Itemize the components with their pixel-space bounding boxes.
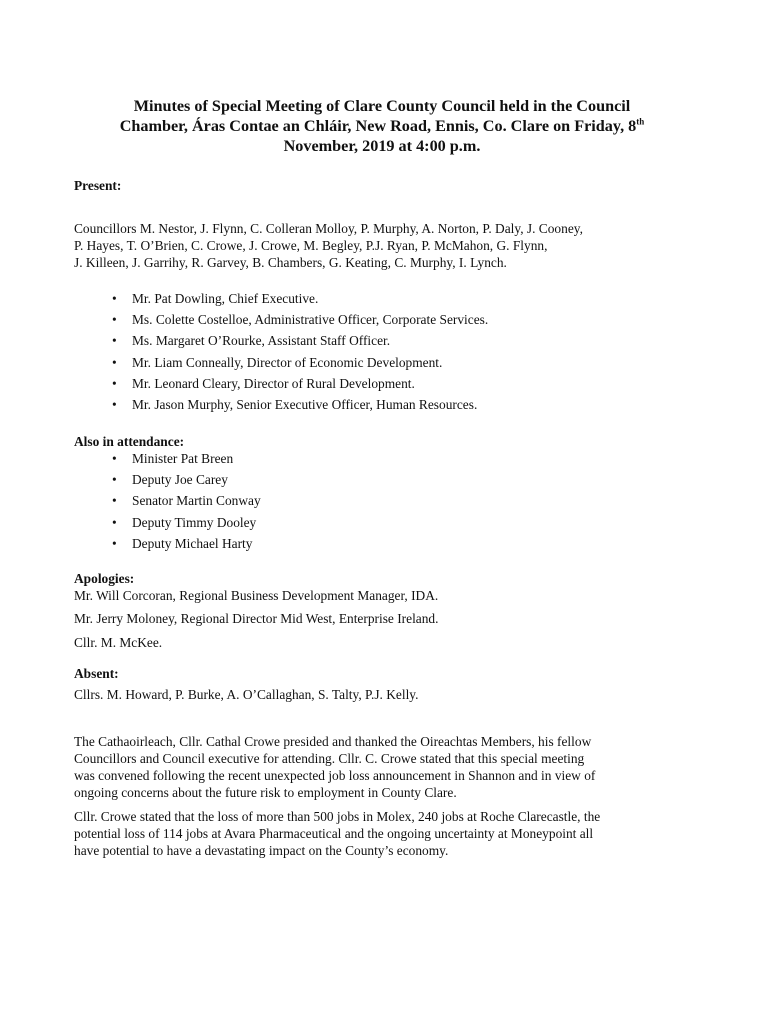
title-line-1: Minutes of Special Meeting of Clare County Council held in the Council <box>133 97 631 115</box>
list-item <box>74 332 690 349</box>
staff-entry: Ms. Margaret O’Rourke, Assistant Staff Officer. <box>132 333 391 349</box>
absent-list: Cllrs. M. Howard, P. Burke, A. O’Callaghan, S. Talty, P.J. Kelly. <box>74 687 419 703</box>
councillors-line: Councillors M. Nestor, J. Flynn, C. Colleran Molloy, P. Murphy, A. Norton, P. Daly, J. Cooney, <box>74 221 583 236</box>
bullet-icon: • <box>112 493 117 509</box>
apology-entry: Mr. Will Corcoran, Regional Business Development Manager, IDA. <box>74 587 439 603</box>
apology-entry: Cllr. M. McKee. <box>74 635 163 651</box>
document-page <box>74 96 690 859</box>
absent-heading: Absent: <box>74 666 119 682</box>
list-item <box>74 471 690 488</box>
list-item <box>74 492 690 509</box>
paragraph-line: Cllr. Crowe stated that the loss of more than 500 jobs in Molex, 240 jobs at Roche Clarecastle, the <box>74 809 601 825</box>
attendee-entry: Senator Martin Conway <box>132 493 261 509</box>
bullet-icon: • <box>112 472 117 488</box>
list-item <box>74 450 690 467</box>
paragraph-line: The Cathaoirleach, Cllr. Cathal Crowe presided and thanked the Oireachtas Members, his fellow <box>74 734 592 750</box>
attendee-entry: Deputy Timmy Dooley <box>132 514 257 530</box>
list-item <box>74 375 690 392</box>
paragraph-line: ongoing concerns about the future risk to employment in County Clare. <box>74 785 457 801</box>
staff-entry: Ms. Colette Costelloe, Administrative Officer, Corporate Services. <box>132 312 489 328</box>
paragraph-line: Councillors and Council executive for attending. Cllr. C. Crowe stated that this special meeting <box>74 751 585 767</box>
attendee-entry: Deputy Michael Harty <box>132 535 253 551</box>
bullet-icon: • <box>112 375 117 391</box>
list-item <box>74 311 690 328</box>
councillors-list <box>74 220 690 271</box>
bullet-icon: • <box>112 514 117 530</box>
list-item <box>74 514 690 531</box>
staff-entry: Mr. Pat Dowling, Chief Executive. <box>132 291 319 306</box>
bullet-icon: • <box>112 450 117 466</box>
paragraph-opening <box>74 733 690 801</box>
present-heading: Present: <box>74 178 122 193</box>
attendance-list <box>74 450 690 552</box>
paragraph-line: have potential to have a devastating impact on the County’s economy. <box>74 843 449 859</box>
title-line-2: Chamber, Áras Contae an Chláir, New Road, Ennis, Co. Clare on Friday, 8 <box>119 117 637 135</box>
also-in-attendance-heading: Also in attendance: <box>74 433 185 449</box>
councillors-line: J. Killeen, J. Garrihy, R. Garvey, B. Chambers, G. Keating, C. Murphy, I. Lynch. <box>74 255 507 270</box>
bullet-icon: • <box>112 535 117 551</box>
apology-entry: Mr. Jerry Moloney, Regional Director Mid West, Enterprise Ireland. <box>74 611 439 627</box>
bullet-icon: • <box>112 333 117 349</box>
list-item <box>74 396 690 413</box>
paragraph-line: potential loss of 114 jobs at Avara Pharmaceutical and the ongoing uncertainty at Moneypoint all <box>74 826 594 842</box>
paragraph-line: was convened following the recent unexpected job loss announcement in Shannon and in view of <box>74 768 596 784</box>
bullet-icon: • <box>112 396 117 412</box>
title-line-3: November, 2019 at 4:00 p.m. <box>283 137 481 155</box>
list-item <box>74 354 690 371</box>
staff-entry: Mr. Leonard Cleary, Director of Rural Development. <box>132 375 415 391</box>
list-item <box>74 535 690 552</box>
bullet-icon: • <box>112 291 117 306</box>
title-superscript: th <box>636 116 645 127</box>
staff-entry: Mr. Jason Murphy, Senior Executive Officer, Human Resources. <box>132 396 478 412</box>
apologies-heading: Apologies: <box>74 570 135 586</box>
staff-entry: Mr. Liam Conneally, Director of Economic Development. <box>132 354 443 370</box>
staff-list <box>74 290 690 413</box>
bullet-icon: • <box>112 354 117 370</box>
attendee-entry: Deputy Joe Carey <box>132 472 228 488</box>
councillors-line: P. Hayes, T. O’Brien, C. Crowe, J. Crowe, M. Begley, P.J. Ryan, P. McMahon, G. Flynn, <box>74 238 548 253</box>
list-item <box>74 290 690 307</box>
document-title <box>74 96 690 156</box>
bullet-icon: • <box>112 312 117 328</box>
paragraph-job-losses <box>74 808 690 859</box>
attendee-entry: Minister Pat Breen <box>132 450 234 466</box>
